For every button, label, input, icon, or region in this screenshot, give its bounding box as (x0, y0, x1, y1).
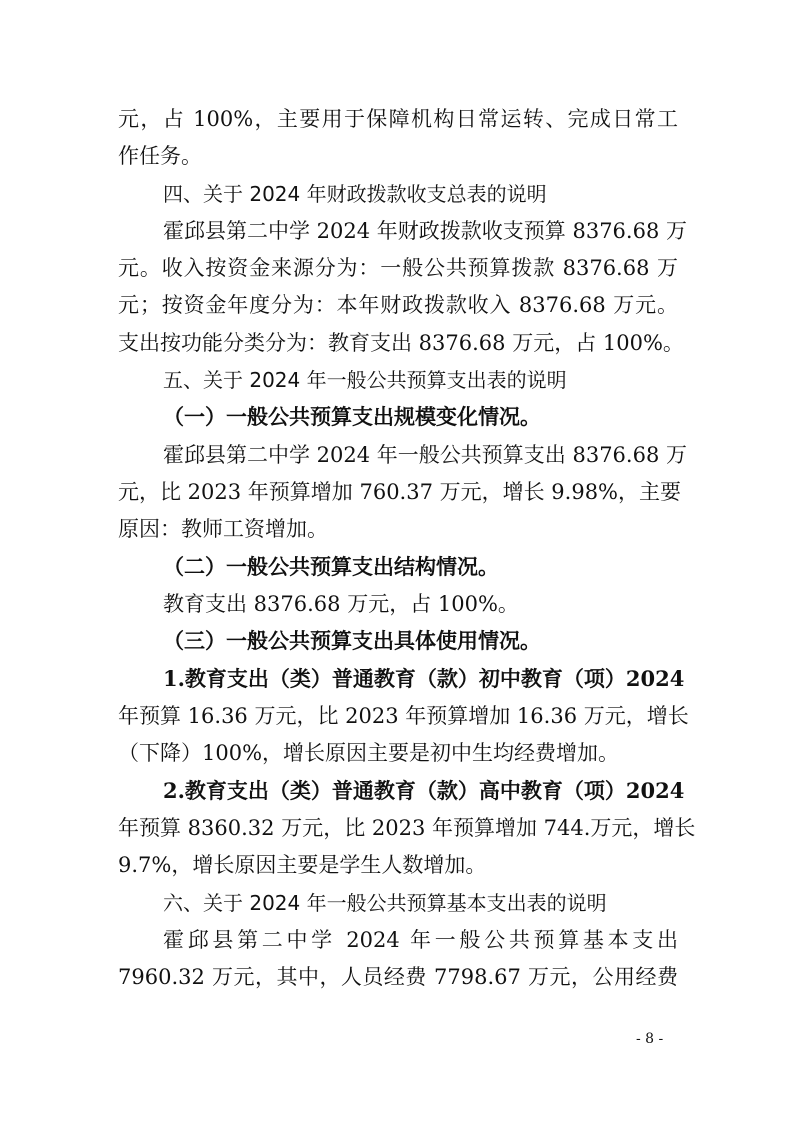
body-text-line: 年预算 16.36 万元，比 2023 年预算增加 16.36 万元，增长 (118, 704, 689, 728)
item-heading-2: 2.教育支出（类）普通教育（款）高中教育（项）2024 (163, 778, 685, 803)
body-text-line: 元，比 2023 年预算增加 760.37 万元，增长 9.98%，主要 (118, 480, 682, 504)
body-text-line: 教育支出 8376.68 万元，占 100%。 (163, 592, 519, 616)
body-text-line: 元，占 100%，主要用于保障机构日常运转、完成日常工 (118, 107, 678, 131)
body-text-line: 霍邱县第二中学 2024 年财政拨款收支预算 8376.68 万 (163, 219, 687, 243)
section-heading-6: 六、关于 2024 年一般公共预算基本支出表的说明 (163, 891, 607, 915)
section-heading-5: 五、关于 2024 年一般公共预算支出表的说明 (163, 368, 567, 392)
subsection-heading-3: （三）一般公共预算支出具体使用情况。 (163, 628, 541, 653)
body-text-line: 霍邱县第二中学 2024 年一般公共预算支出 8376.68 万 (163, 443, 687, 467)
subsection-heading-1: （一）一般公共预算支出规模变化情况。 (163, 404, 541, 429)
body-text-line: 7960.32 万元，其中，人员经费 7798.67 万元，公用经费 (118, 965, 678, 989)
body-text-line: 支出按功能分类分为：教育支出 8376.68 万元，占 100%。 (118, 331, 684, 355)
section-heading-4: 四、关于 2024 年财政拨款收支总表的说明 (163, 182, 547, 206)
body-text-line: 元。收入按资金来源分为：一般公共预算拨款 8376.68 万 (118, 256, 678, 280)
body-text-line: （下降）100%，增长原因主要是初中生均经费增加。 (118, 741, 620, 765)
body-text-line: 9.7%，增长原因主要是学生人数增加。 (118, 853, 487, 877)
body-text-line: 元；按资金年度分为：本年财政拨款收入 8376.68 万元。 (118, 293, 678, 317)
body-text-line: 霍邱县第二中学 2024 年一般公共预算基本支出 (163, 928, 678, 952)
subsection-heading-2: （二）一般公共预算支出结构情况。 (163, 554, 499, 579)
item-heading-1: 1.教育支出（类）普通教育（款）初中教育（项）2024 (163, 666, 685, 691)
body-text-line: 作任务。 (118, 144, 202, 168)
body-text-line: 原因：教师工资增加。 (118, 517, 328, 541)
page-number: - 8 - (636, 1031, 664, 1047)
body-text-line: 年预算 8360.32 万元，比 2023 年预算增加 744.万元，增长 (118, 816, 696, 840)
